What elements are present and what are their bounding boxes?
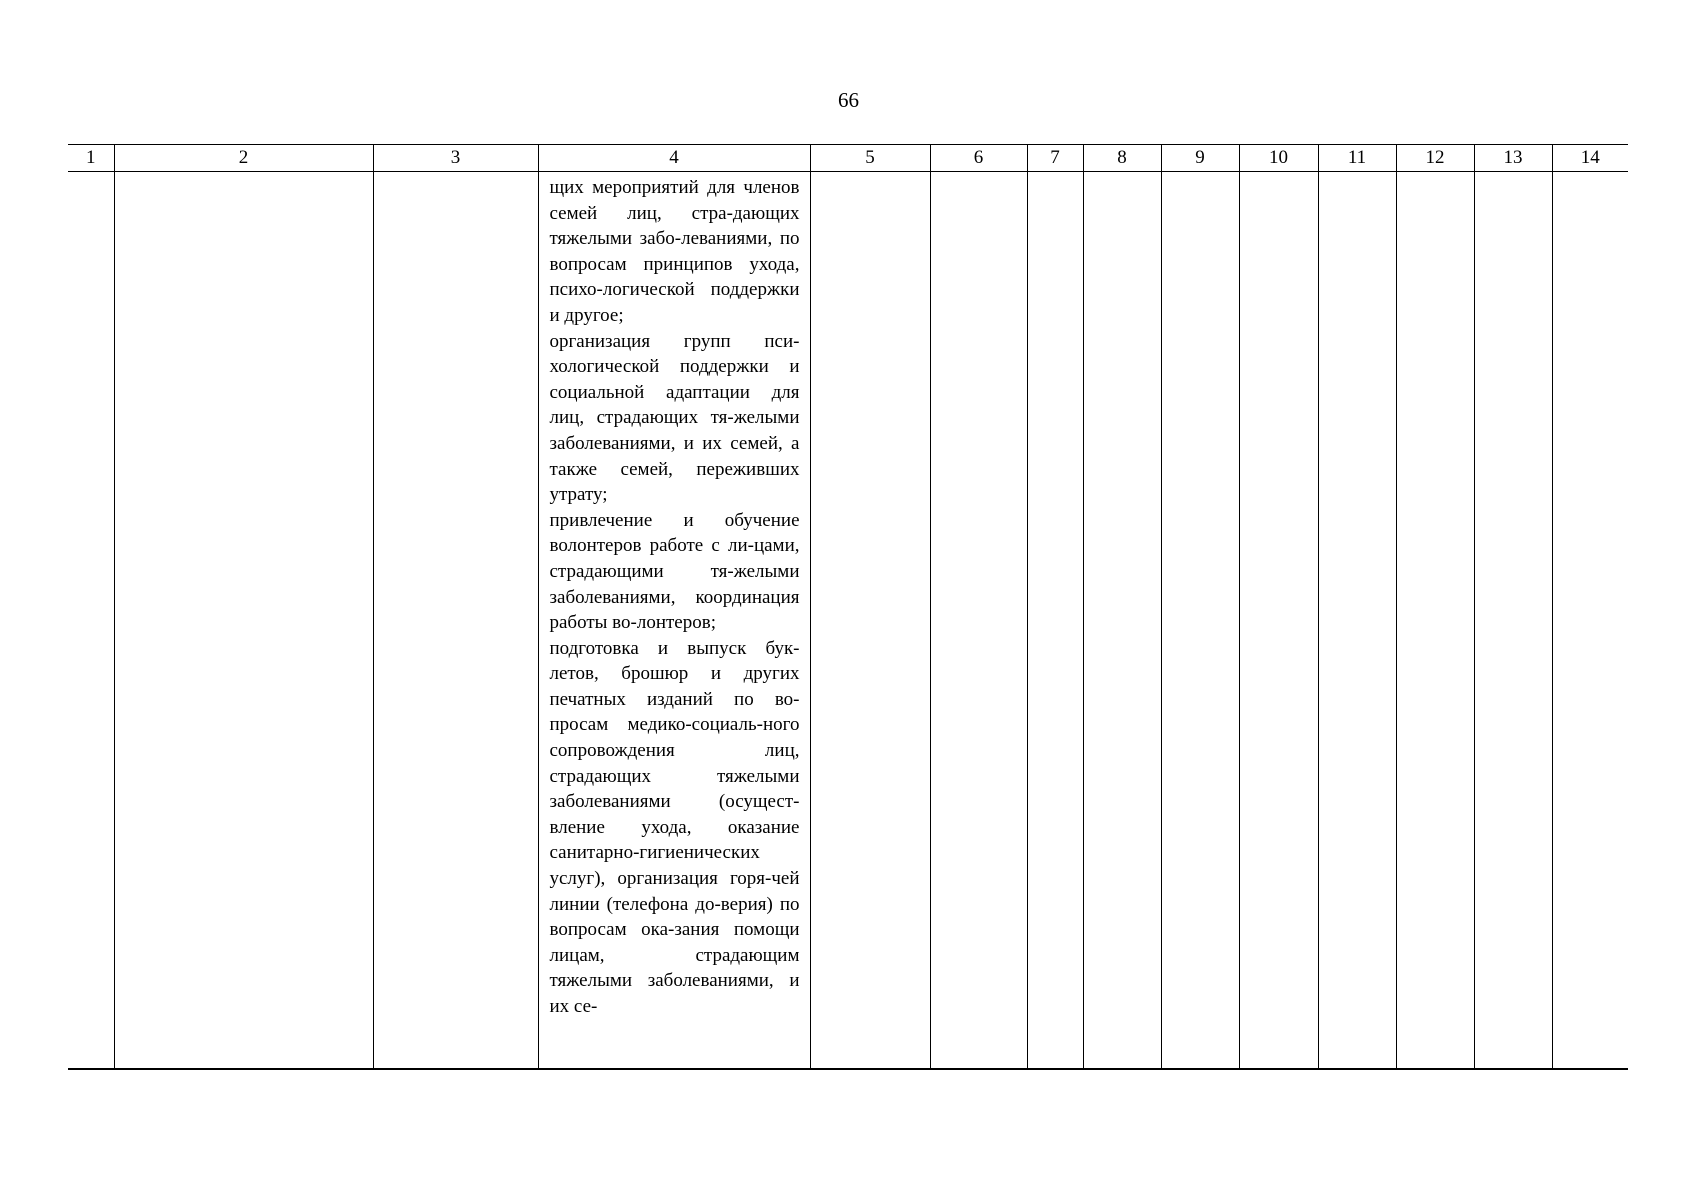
activities-text xyxy=(539,172,810,1020)
column-header: 13 xyxy=(1474,145,1552,172)
table-cell xyxy=(1552,172,1628,1070)
column-header: 6 xyxy=(930,145,1027,172)
column-header: 12 xyxy=(1396,145,1474,172)
activity-paragraph: организация групп пси-хологической поддержки и социальной адаптации для лиц, страдающих тя-желыми заболеваниями, и их семей, а также семей, переживших утрату; xyxy=(549,330,800,506)
table-cell xyxy=(114,172,373,1070)
table-row xyxy=(68,172,1628,1070)
activity-paragraph: щих мероприятий для членов семей лиц, стра-дающих тяжелыми забо-леваниями, по вопросам принципов ухода, психо-логической поддержки и другое; xyxy=(549,177,800,326)
table-cell xyxy=(810,172,930,1070)
table-cell xyxy=(373,172,538,1070)
page-number: 66 xyxy=(838,88,859,112)
column-number-row xyxy=(68,145,1628,172)
table-cell xyxy=(1396,172,1474,1070)
column-header: 11 xyxy=(1318,145,1396,172)
column-header: 4 xyxy=(538,145,810,172)
table-cell xyxy=(930,172,1027,1070)
activity-paragraph: привлечение и обучение волонтеров работе с ли-цами, страдающими тя-желыми заболеваниями, координация работы во-лонтеров; xyxy=(549,509,800,634)
table-cell xyxy=(1239,172,1318,1070)
table-cell-activities xyxy=(538,172,810,1070)
table-cell xyxy=(68,172,114,1070)
column-header: 7 xyxy=(1027,145,1083,172)
column-header: 3 xyxy=(373,145,538,172)
column-header: 10 xyxy=(1239,145,1318,172)
column-header: 9 xyxy=(1161,145,1239,172)
column-header: 14 xyxy=(1552,145,1628,172)
column-header: 5 xyxy=(810,145,930,172)
activity-paragraph: подготовка и выпуск бук-летов, брошюр и других печатных изданий по во-просам медико-социаль-ного сопровождения лиц, страдающих тяжелыми заболеваниями (осущест-вление ухода, оказание санитарно-гигиенических услуг), организация горя-чей линии (телефона до-верия) по вопросам ока-зания помощи лицам, страдающим тяжелыми заболеваниями, и их се- xyxy=(549,637,800,1017)
column-header: 8 xyxy=(1083,145,1161,172)
table-cell xyxy=(1083,172,1161,1070)
column-header: 2 xyxy=(114,145,373,172)
table-cell xyxy=(1318,172,1396,1070)
data-table xyxy=(68,144,1628,1070)
column-header: 1 xyxy=(68,145,114,172)
table-cell xyxy=(1474,172,1552,1070)
table-cell xyxy=(1027,172,1083,1070)
table-cell xyxy=(1161,172,1239,1070)
